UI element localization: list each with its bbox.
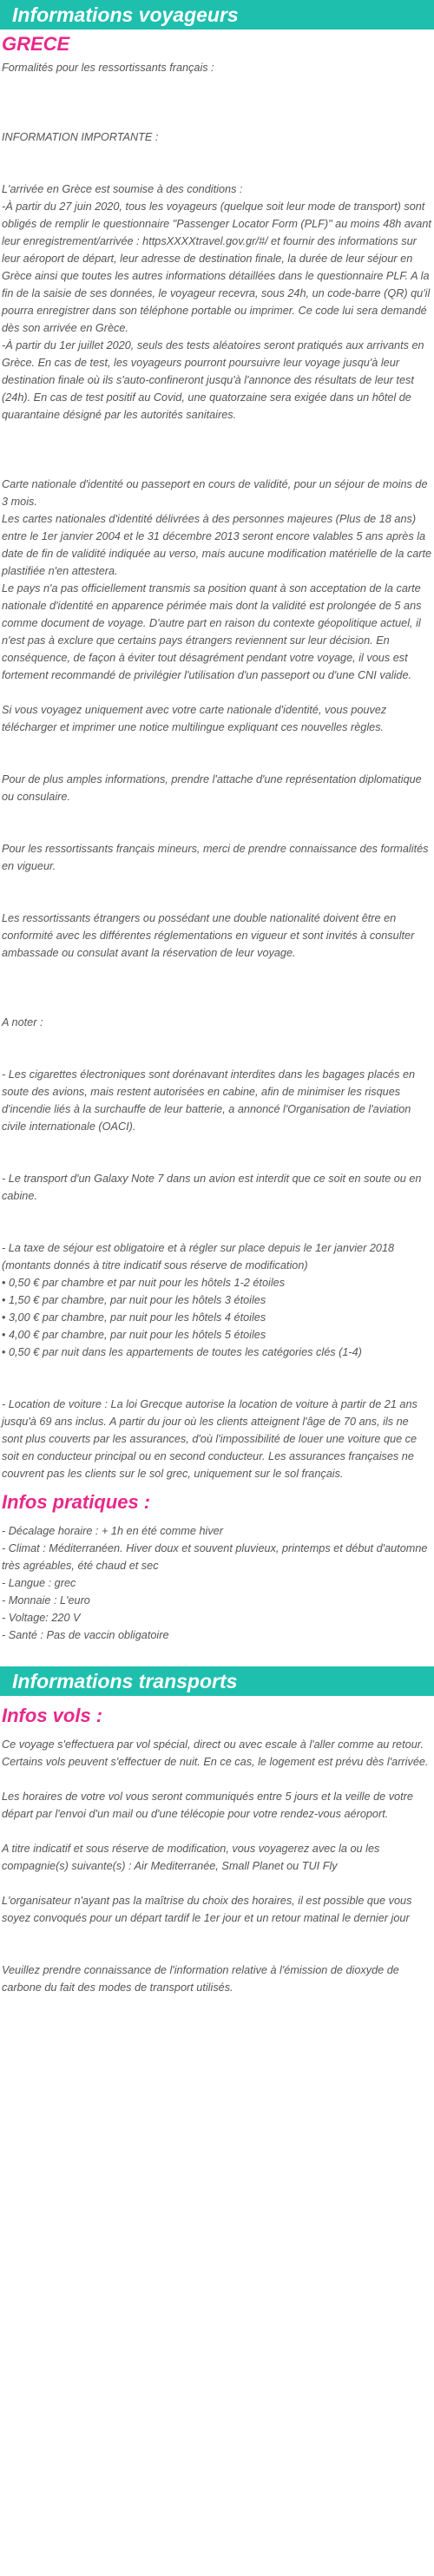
section-title: Informations transports xyxy=(12,1670,238,1692)
carbon-note: Veuillez prendre connaissance de l'information relative à l'émission de dioxyde de carbone du fait des modes de transport utilisés. xyxy=(2,1964,399,1994)
vols-paragraph-2: Les horaires de votre vol vous seront communiqués entre 5 jours et la veille de votre départ par l'envoi d'un mail ou d'une télécopie pour votre rendez-vous aéroport. xyxy=(2,1791,413,1820)
voyageurs-content xyxy=(0,33,434,1661)
etrangers-text: Les ressortissants étrangers ou possédant une double nationalité doivent être en conformité avec les différentes réglementations en vigueur et sont invités à consulter ambassade ou consulat avant la réservation de leur voyage. xyxy=(2,912,415,959)
list-item: • 0,50 € par chambre et par nuit pour les hôtels 1-2 étoiles xyxy=(2,1274,432,1291)
list-item: • 3,00 € par chambre, par nuit pour les hôtels 4 étoiles xyxy=(2,1309,432,1326)
list-item: - Santé : Pas de vaccin obligatoire xyxy=(2,1629,169,1641)
voiture-text: - Location de voiture : La loi Grecque autorise la location de voiture à partir de 21 ans jusqu'à 69 ans inclus. A partir du jour où les clients atteignent l'âge de 70 ans, ils ne sont plus couverts par les assurances, d'où l'impossibilité de louer une voiture que ce soit en conducteur principal ou en second conducteur. Les assurances françaises ne couvrent pas les clients sur le sol grec, uniquement sur le sol français. xyxy=(2,1398,418,1480)
arrivee-paragraph-1: -À partir du 27 juin 2020, tous les voyageurs (quelque soit leur mode de transport) sont obligés de remplir le questionnaire "Passenger Locator Form (PLF)" au moins 48h avant leur enregistrement/arrivée : httpsXXXXtravel.gov.gr/#/ et fournir des informations sur leur aéroport de départ, leur adresse de destination finale, la durée de leur séjour en Grèce ainsi que toutes les autres informations détaillées dans le questionnaire PLF. A la fin de la saisie de ses données, le voyageur recevra, sous 24h, un code-barre (QR) qu'il pourra enregistrer dans son téléphone portable ou imprimer. Ce code lui sera demandé dès son arrivée en Grèce. xyxy=(2,200,431,334)
section-header-voyageurs xyxy=(0,0,434,30)
section-title: Informations voyageurs xyxy=(12,3,239,26)
list-item: • 1,50 € par chambre, par nuit pour les hôtels 3 étoiles xyxy=(2,1291,432,1309)
taxe-list xyxy=(2,1274,432,1361)
plus-infos-text: Pour de plus amples informations, prendre l'attache d'une représentation diplomatique ou consulaire. xyxy=(2,773,422,803)
formalites-text: Formalités pour les ressortissants français : xyxy=(2,62,214,74)
infos-pratiques-title: Infos pratiques : xyxy=(2,1491,151,1513)
taxe-intro: - La taxe de séjour est obligatoire et à régler sur place depuis le 1er janvier 2018 (montants donnés à titre indicatif sous réserve de modification) xyxy=(2,1242,395,1272)
carte-paragraph-1: Carte nationale d'identité ou passeport en cours de validité, pour un séjour de moins de 3 mois. xyxy=(2,478,428,508)
carte-paragraph-4: Si vous voyagez uniquement avec votre carte nationale d'identité, vous pouvez télécharger et imprimer une notice multilingue expliquant ces nouvelles règles. xyxy=(2,704,387,733)
cigarettes-text: - Les cigarettes électroniques sont dorénavant interdites dans les bagages placés en soute des avions, mais restent autorisées en cabine, afin de minimiser les risques d'incendie liés à la surchauffe de leur batterie, a annoncé l'Organisation de l'aviation civile internationale (OACI). xyxy=(2,1068,416,1133)
carte-paragraph-2: Les cartes nationales d'identité délivrées à des personnes majeures (Plus de 18 ans) entre le 1er janvier 2004 et le 31 décembre 2013 seront encore valables 5 ans après la date de fin de validité indiquée au verso, mais aucune modification matérielle de la carte plastifiée n'en attestera. xyxy=(2,513,432,577)
list-item: • 0,50 € par nuit dans les appartements de toutes les catégories clés (1-4) xyxy=(2,1344,432,1361)
list-item: - Climat : Méditerranéen. Hiver doux et souvent pluvieux, printemps et début d'automne très agréables, été chaud et sec xyxy=(2,1542,428,1572)
a-noter-heading: A noter : xyxy=(2,1016,43,1028)
arrivee-title: L'arrivée en Grèce est soumise à des conditions : xyxy=(2,183,243,195)
infos-vols-title: Infos vols : xyxy=(2,1705,103,1726)
mineurs-text: Pour les ressortissants français mineurs, merci de prendre connaissance des formalités en vigueur. xyxy=(2,843,429,872)
list-item: • 4,00 € par chambre, par nuit pour les hôtels 5 étoiles xyxy=(2,1326,432,1344)
galaxy-text: - Le transport d'un Galaxy Note 7 dans un avion est interdit que ce soit en soute ou en cabine. xyxy=(2,1173,422,1202)
transports-content xyxy=(0,1705,434,1996)
infos-pratiques-list xyxy=(2,1522,432,1644)
list-item: - Décalage horaire : + 1h en été comme hiver xyxy=(2,1525,223,1537)
carte-paragraph-3: Le pays n'a pas officiellement transmis sa position quant à son acceptation de la carte nationale d'identité en apparence périmée mais dont la validité est prolongée de 5 ans comme document de voyage. D'autre part en raison du contexte géopolitique actuel, il n'est pas à exclure que certains pays étrangers reviennent sur leur décision. En conséquence, de façon à éviter tout désagrément pendant votre voyage, il vous est fortement recommandé de privilégier l'utilisation d'un passeport ou d'une CNI valide. xyxy=(2,582,422,681)
list-item: - Monnaie : L'euro xyxy=(2,1594,90,1607)
section-header-transports xyxy=(0,1666,434,1696)
important-heading: INFORMATION IMPORTANTE : xyxy=(2,131,159,143)
vols-paragraph-4: L'organisateur n'ayant pas la maîtrise du choix des horaires, il est possible que vous soyez convoqués pour un départ tardif le 1er jour et un retour matinal le dernier jour xyxy=(2,1895,412,1924)
arrivee-paragraph-2: -À partir du 1er juillet 2020, seuls des tests aléatoires seront pratiqués aux arrivants en Grèce. En cas de test, les voyageurs pourront poursuivre leur voyage jusqu'à leur destination finale où ils s'auto-confineront jusqu'à l'annonce des résultats de leur test (24h). En cas de test positif au Covid, une quatorzaine sera exigée dans un hôtel de quarantaine désigné par les autorités sanitaires. xyxy=(2,339,424,421)
list-item: - Langue : grec xyxy=(2,1577,76,1589)
list-item: - Voltage: 220 V xyxy=(2,1612,81,1624)
vols-paragraph-3: A titre indicatif et sous réserve de modification, vous voyagerez avec la ou les compagnie(s) suivante(s) : Air Mediterranée, Small Planet ou TUI Fly xyxy=(2,1843,380,1872)
country-title: GRECE xyxy=(2,33,70,55)
vols-paragraph-1: Ce voyage s'effectuera par vol spécial, direct ou avec escale à l'aller comme au retour. Certains vols peuvent s'effectuer de nuit. En ce cas, le logement est prévu dès l'arrivée. xyxy=(2,1738,429,1768)
